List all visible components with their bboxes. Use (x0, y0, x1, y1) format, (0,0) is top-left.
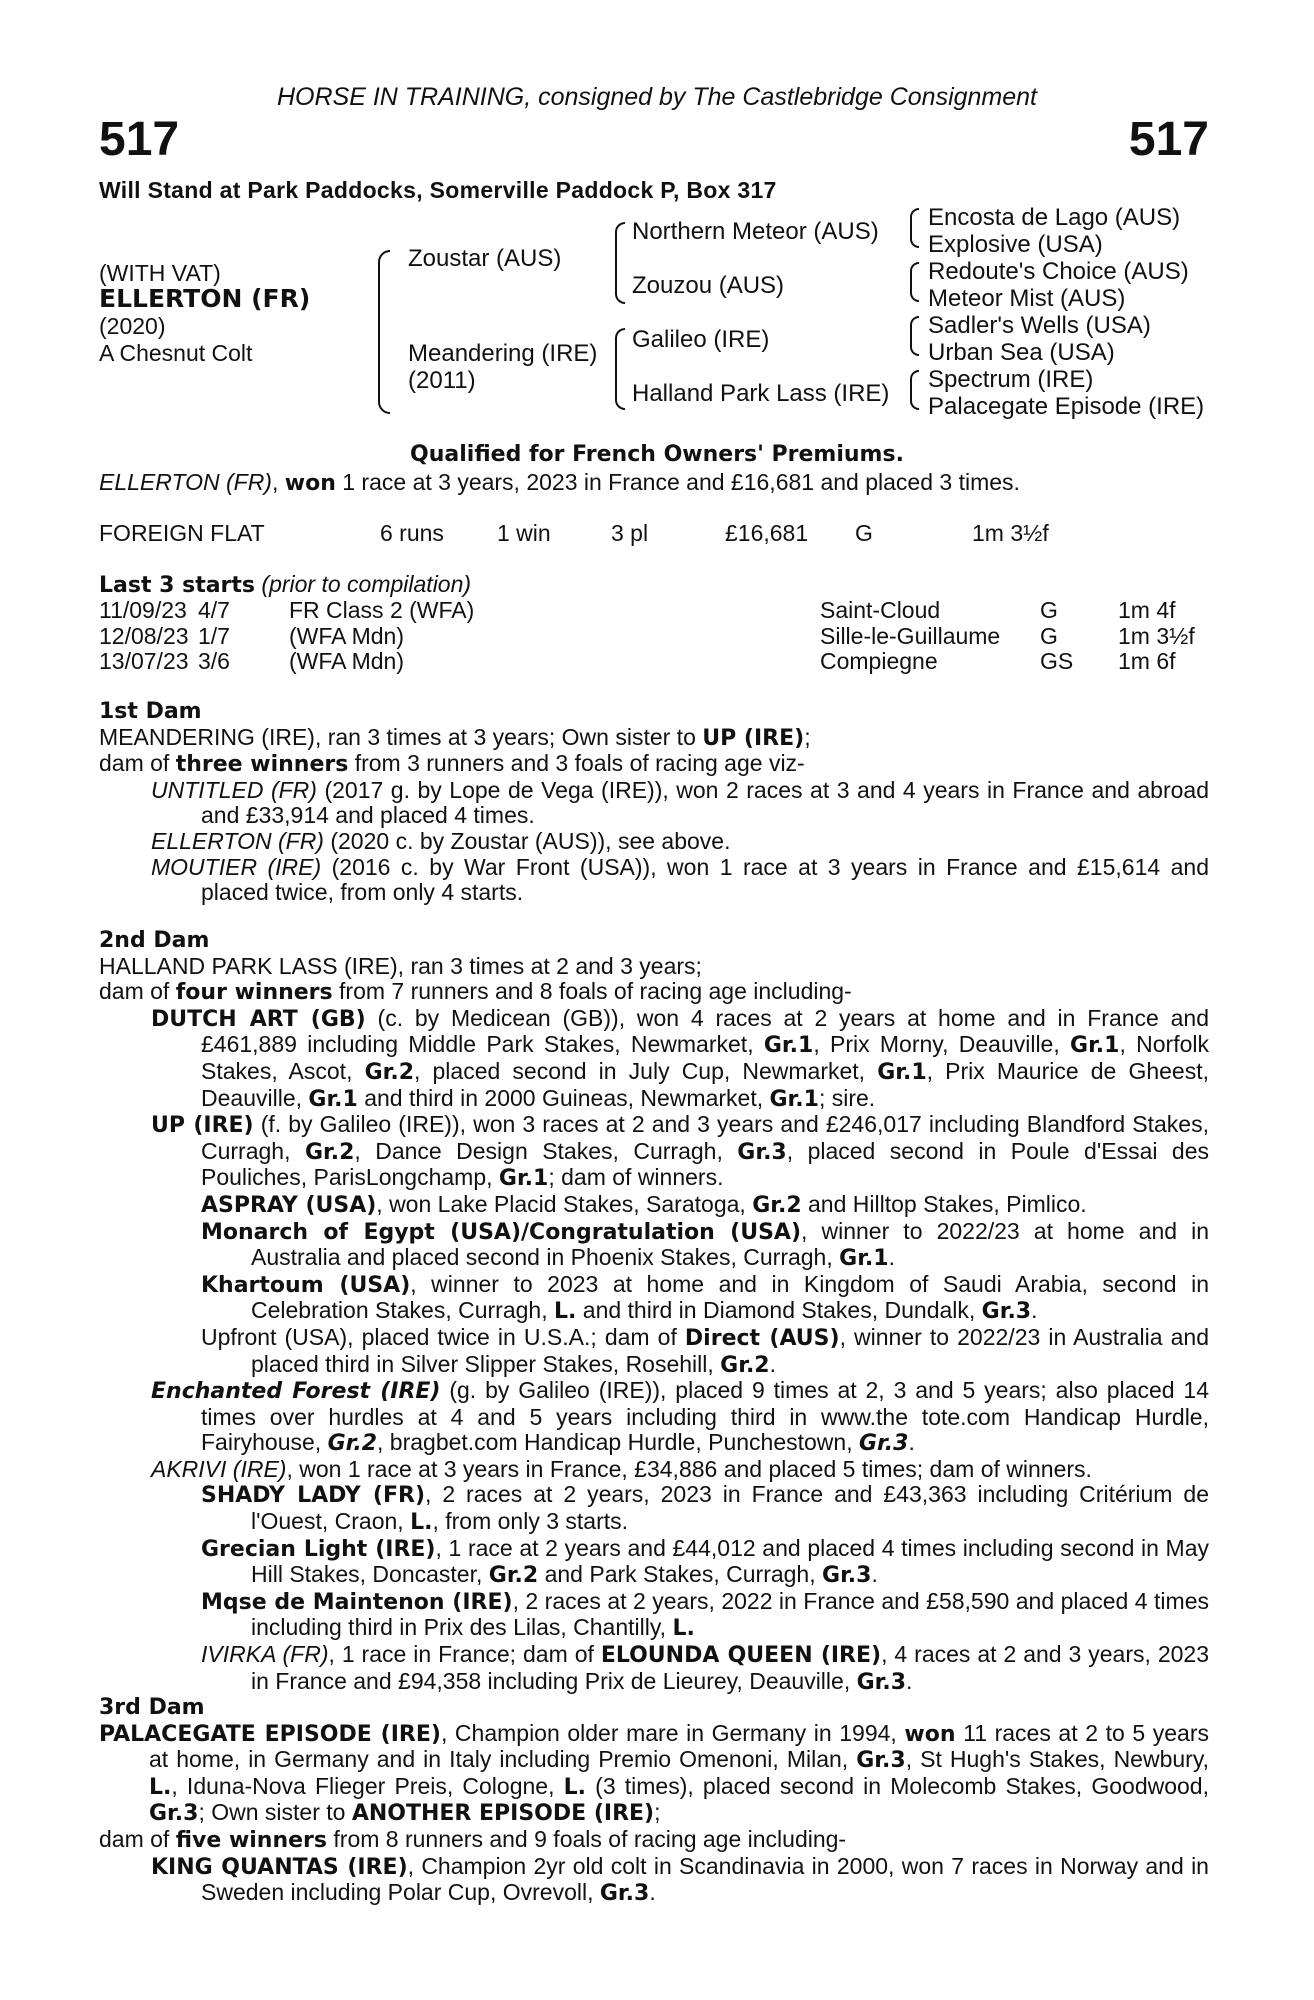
produce-detail: , St Hugh's Stakes, Newbury, (905, 1746, 1210, 1773)
produce-detail: (2016 c. by War Front (USA)), won 1 race at 3 years in France and £15,614 and placed twice, from only 4 starts. (201, 853, 1209, 906)
second-dam-text: dam of (99, 978, 176, 1005)
third-dam-line2 (99, 1827, 1209, 1854)
grade: Gr.3 (599, 1881, 650, 1907)
third-dam-text: from 8 runners and 9 foals of racing age including- (327, 1825, 847, 1852)
grade: Gr.2 (752, 1192, 802, 1218)
start-dist: 1m 3½f (1118, 622, 1195, 649)
produce-detail: , won 1 race at 3 years in France, £34,886 and placed 5 times; dam of winners. (286, 1455, 1092, 1482)
produce-detail: . (906, 1667, 913, 1694)
produce-detail: and third in Diamond Stakes, Dundalk, (576, 1297, 982, 1324)
race-summary (99, 470, 1020, 497)
start-going: GS (1040, 648, 1074, 675)
vat-note: (WITH VAT) (99, 260, 221, 286)
produce-dutch-art (151, 1006, 1209, 1112)
produce-name: ELOUNDA QUEEN (IRE) (600, 1643, 882, 1669)
grade: L. (672, 1616, 695, 1642)
produce-name: Enchanted Forest (IRE) (151, 1379, 441, 1405)
produce-detail: , Champion older mare in Germany in 1994, (440, 1719, 905, 1746)
first-dam-text: MEANDERING (IRE), ran 3 times at 3 years; Own sister to (99, 723, 703, 750)
produce-detail: , 2 races at 2 years, 2023 in France and £43,363 including Critérium de l'Ouest, Craon, (251, 1481, 1209, 1535)
dam: Meandering (IRE) (408, 340, 598, 367)
produce-detail: and third in 2000 Guineas, Newmarket, (357, 1084, 770, 1111)
produce-detail: ; (654, 1799, 661, 1826)
produce-detail: ; Own sister to (198, 1799, 352, 1826)
produce-name: Grecian Light (IRE) (201, 1536, 436, 1562)
pedigree-brace-sire (615, 222, 625, 304)
produce-detail: ; sire. (818, 1084, 876, 1111)
first-dam-line1 (99, 725, 1209, 752)
grade: Gr.2 (327, 1431, 377, 1457)
produce-name: KING QUANTAS (IRE) (151, 1854, 408, 1880)
grade: Gr.1 (308, 1086, 358, 1112)
won-label: won (904, 1721, 956, 1747)
produce-detail: , winner to 2022/23 in Australia and placed third in Silver Slipper Stakes, Rosehill, (251, 1323, 1210, 1377)
start-pos: 4/7 (198, 597, 230, 623)
produce-detail: , 1 race at 2 years and £44,012 and placed 4 times including second in May Hill Stakes, Doncaster, (251, 1534, 1209, 1588)
sire-sire: Northern Meteor (AUS) (632, 218, 879, 245)
grade: Gr.3 (859, 1431, 909, 1457)
record-label: FOREIGN FLAT (99, 520, 265, 546)
produce-name: Mqse de Maintenon (IRE) (201, 1589, 513, 1615)
second-dam-line2 (99, 979, 1209, 1006)
start-race: (WFA Mdn) (289, 648, 405, 675)
produce-detail: . (871, 1561, 878, 1588)
grade: Gr.1 (1070, 1033, 1120, 1059)
produce-detail: , bragbet.com Handicap Hurdle, Punchestown, (377, 1429, 859, 1456)
produce-detail: (f. by Galileo (IRE)), won 3 races at 2 and 3 years and £246,017 including Blandford Stakes, Curragh, (201, 1111, 1209, 1164)
first-dam-punct: ; (804, 723, 811, 750)
produce-name: ASPRAY (USA) (201, 1192, 377, 1218)
produce-detail: , Prix Maurice de Gheest, Deauville, (201, 1057, 1209, 1111)
sire-dam-dam: Meteor Mist (AUS) (928, 285, 1126, 312)
produce-detail: , won Lake Placid Stakes, Saratoga, (376, 1190, 753, 1217)
grade: Gr.2 (488, 1563, 539, 1589)
record-distance: 1m 3½f (972, 520, 1049, 546)
produce-detail: . (1031, 1297, 1038, 1324)
dam-sire: Galileo (IRE) (632, 326, 770, 353)
grade: Gr.3 (737, 1139, 787, 1165)
third-dam-text: dam of (99, 1825, 176, 1852)
record-placed: 3 pl (611, 520, 649, 546)
pedigree-brace-sd (910, 262, 919, 302)
grade: Gr.1 (839, 1246, 889, 1272)
first-dam-text: from 3 runners and 3 foals of racing age viz- (348, 750, 805, 777)
first-dam-sister: UP (IRE) (702, 725, 805, 751)
produce-moutier (151, 855, 1209, 906)
produce-untitled (151, 778, 1209, 829)
produce-detail: ; dam of winners. (548, 1164, 724, 1191)
produce-detail: (2020 c. by Zoustar (AUS)), see above. (323, 827, 731, 854)
produce-detail: , 4 races at 2 and 3 years, 2023 in France and £94,358 including Prix de Lieurey, Deauville, (251, 1641, 1210, 1694)
produce-detail: (c. by Medicean (GB)), won 4 races at 2 years at home and in France and £461,889 including Middle Park Stakes, Newmarket, (201, 1004, 1209, 1058)
produce-detail: and Park Stakes, Curragh, (538, 1561, 823, 1588)
record-going: G (855, 520, 873, 546)
second-dam-text: from 7 runners and 8 foals of racing age including- (332, 978, 852, 1005)
second-dam-winners: four winners (175, 980, 333, 1006)
grade: Gr.1 (769, 1086, 819, 1112)
second-dam-section (99, 928, 1209, 1695)
produce-detail: . (888, 1244, 895, 1271)
start-course: Compiegne (820, 648, 938, 675)
grade: L. (563, 1774, 587, 1800)
sire-dam: Zouzou (AUS) (632, 272, 785, 299)
produce-name: Direct (AUS) (684, 1325, 840, 1351)
first-dam-winners: three winners (175, 752, 349, 778)
produce-detail: 11 races at 2 to 5 years at home, in Germany and in Italy including Premio Omenoni, Milan, (149, 1719, 1209, 1773)
produce-detail: , 1 race in France; dam of (328, 1641, 601, 1668)
dam-dam-sire: Spectrum (IRE) (928, 366, 1094, 393)
produce-king-quantas (151, 1854, 1209, 1907)
sire-sire-dam: Explosive (USA) (928, 231, 1103, 258)
produce-name: Monarch of Egypt (USA)/Congratulation (USA) (201, 1219, 802, 1245)
consignment-header: HORSE IN TRAINING, consigned by The Castlebridge Consignment (276, 83, 1038, 111)
pedigree-brace-dd (910, 370, 919, 410)
produce-detail: (2017 g. by Lope de Vega (IRE)), won 2 races at 3 and 4 years in France and abroad and £33,914 and placed 4 times. (201, 776, 1209, 829)
produce-detail: . (769, 1350, 776, 1377)
start-dist: 1m 6f (1118, 648, 1176, 675)
produce-name: ELLERTON (FR) (151, 827, 324, 854)
pedigree-brace-ds (910, 316, 919, 356)
start-race: (WFA Mdn) (289, 622, 405, 649)
summary-rest: 1 race at 3 years, 2023 in France and £16,681 and placed 3 times. (335, 469, 1020, 495)
produce-name: SHADY LADY (FR) (201, 1483, 425, 1509)
grade: L. (149, 1774, 172, 1800)
record-runs: 6 runs (380, 520, 444, 546)
produce-name: AKRIVI (IRE) (151, 1455, 287, 1482)
grade: Gr.1 (498, 1166, 549, 1192)
record-wins: 1 win (497, 520, 551, 546)
grade: Gr.3 (856, 1748, 906, 1774)
dam-dam: Halland Park Lass (IRE) (632, 380, 890, 407)
premium-qualification: Qualified for French Owners' Premiums. (410, 442, 904, 467)
start-going: G (1040, 622, 1058, 649)
pedigree-brace-dam (615, 328, 625, 410)
dam-sire-dam: Urban Sea (USA) (928, 339, 1115, 366)
produce-detail: , placed second in July Cup, Newmarket, (414, 1057, 878, 1084)
sire-sire-sire: Encosta de Lago (AUS) (928, 204, 1181, 231)
grade: L. (410, 1510, 433, 1536)
produce-name: ANOTHER EPISODE (IRE) (351, 1801, 655, 1827)
grade: Gr.3 (822, 1563, 872, 1589)
grade: Gr.1 (877, 1059, 927, 1085)
second-dam-line1: HALLAND PARK LASS (IRE), ran 3 times at 2 and 3 years; (99, 952, 702, 979)
stand-location: Will Stand at Park Paddocks, Somerville Paddock P, Box 317 (99, 177, 777, 203)
produce-detail: , from only 3 starts. (432, 1508, 629, 1535)
start-going: G (1040, 597, 1058, 623)
produce-aspray (201, 1192, 1209, 1219)
produce-shady-lady (201, 1482, 1209, 1535)
third-dam-description (99, 1721, 1209, 1827)
produce-detail: , winner to 2022/23 at home and in Australia and placed second in Phoenix Stakes, Curragh, (251, 1217, 1210, 1271)
produce-detail: Upfront (USA), placed twice in U.S.A.; dam of (201, 1323, 685, 1350)
first-dam-section (99, 699, 1209, 906)
produce-detail: , placed second in Poule d'Essai des Pouliches, ParisLongchamp, (201, 1137, 1210, 1191)
produce-detail: , 2 races at 2 years, 2022 in France and £58,590 and placed 4 times including third in Prix des Lilas, Chantilly, (251, 1587, 1209, 1641)
produce-detail: (3 times), placed second in Molecomb Stakes, Goodwood, (586, 1772, 1209, 1799)
summary-horse-name: ELLERTON (FR) (99, 469, 272, 495)
start-date: 13/07/23 (99, 648, 189, 675)
produce-detail: , Norfolk Stakes, Ascot, (201, 1031, 1209, 1084)
produce-detail: (g. by Galileo (IRE)), placed 9 times at 2, 3 and 5 years; also placed 14 times over hurdles at 4 and 5 years including third in www.the tote.com Handicap Hurdle, Fairyhouse, (201, 1377, 1209, 1456)
dam-dam-dam: Palacegate Episode (IRE) (928, 393, 1205, 420)
second-dam-title: 2nd Dam (99, 928, 210, 953)
produce-detail: , Champion 2yr old colt in Scandinavia in 2000, won 7 races in Norway and in Sweden including Polar Cup, Ovrevoll, (201, 1852, 1209, 1906)
first-dam-line2 (99, 751, 1209, 778)
produce-detail: , Prix Morny, Deauville, (813, 1031, 1071, 1058)
first-dam-text: dam of (99, 750, 176, 777)
sire-dam-sire: Redoute's Choice (AUS) (928, 258, 1189, 285)
produce-khartoum (201, 1272, 1209, 1325)
produce-name: DUTCH ART (GB) (151, 1006, 366, 1032)
produce-name: Khartoum (USA) (201, 1272, 411, 1298)
produce-detail: , Iduna-Nova Flieger Preis, Cologne, (171, 1772, 564, 1799)
pedigree-brace-ss (910, 208, 919, 248)
start-pos: 1/7 (198, 622, 230, 649)
grade: Gr.3 (856, 1669, 907, 1695)
grade: Gr.1 (763, 1033, 814, 1059)
start-dist: 1m 4f (1118, 597, 1176, 623)
dam-sire-sire: Sadler's Wells (USA) (928, 312, 1151, 339)
produce-enchanted-forest (151, 1378, 1209, 1457)
start-race: FR Class 2 (WFA) (289, 597, 475, 623)
grade: Gr.2 (304, 1139, 355, 1165)
produce-akrivi (151, 1457, 1209, 1483)
sire: Zoustar (AUS) (408, 245, 562, 272)
third-dam-section (99, 1695, 1209, 1907)
start-pos: 3/6 (198, 648, 230, 675)
grade: L. (554, 1299, 577, 1325)
last-starts-heading (99, 572, 471, 599)
dam-year: (2011) (408, 367, 476, 394)
third-dam-winners: five winners (175, 1827, 328, 1853)
produce-detail: . (649, 1879, 656, 1906)
grade: Gr.2 (720, 1352, 770, 1378)
produce-monarch-of-egypt (201, 1219, 1209, 1272)
horse-description: A Chesnut Colt (99, 340, 253, 366)
produce-detail: . (908, 1429, 915, 1456)
grade: Gr.2 (364, 1059, 415, 1085)
produce-up (151, 1112, 1209, 1192)
produce-name: IVIRKA (FR) (201, 1641, 329, 1668)
produce-ellerton (151, 829, 1209, 855)
grade: Gr.3 (981, 1299, 1032, 1325)
third-dam-title: 3rd Dam (99, 1695, 205, 1720)
produce-name: UP (IRE) (151, 1113, 254, 1139)
produce-name: UNTITLED (FR) (151, 776, 317, 803)
produce-upfront (201, 1325, 1209, 1378)
produce-grecian-light (201, 1536, 1209, 1589)
pedigree-brace-main (378, 250, 390, 414)
summary-won: won (284, 471, 336, 496)
start-course: Sille-le-Guillaume (820, 622, 1001, 649)
produce-name: MOUTIER (IRE) (151, 853, 322, 880)
produce-name: PALACEGATE EPISODE (IRE) (99, 1721, 441, 1747)
horse-name: ELLERTON (FR) (99, 284, 311, 313)
record-prize: £16,681 (725, 520, 809, 546)
grade: Gr.3 (149, 1801, 199, 1827)
start-course: Saint-Cloud (820, 597, 941, 623)
produce-detail: , winner to 2023 at home and in Kingdom of Saudi Arabia, second in Celebration Stakes, Curragh, (251, 1270, 1209, 1324)
produce-ivirka (201, 1642, 1209, 1695)
produce-detail: , Dance Design Stakes, Curragh, (354, 1137, 738, 1164)
horse-year: (2020) (99, 313, 166, 339)
lot-number-right: 517 (1128, 113, 1209, 166)
produce-mqse-de-maintenon (201, 1589, 1209, 1642)
lot-number-left: 517 (99, 113, 180, 166)
start-date: 11/09/23 (99, 597, 187, 623)
last-starts-title: Last 3 starts (99, 573, 256, 598)
start-date: 12/08/23 (99, 622, 189, 649)
summary-comma: , (271, 469, 285, 495)
produce-detail: and Hilltop Stakes, Pimlico. (801, 1190, 1087, 1217)
first-dam-title: 1st Dam (99, 699, 202, 724)
last-starts-note: (prior to compilation) (261, 571, 472, 597)
